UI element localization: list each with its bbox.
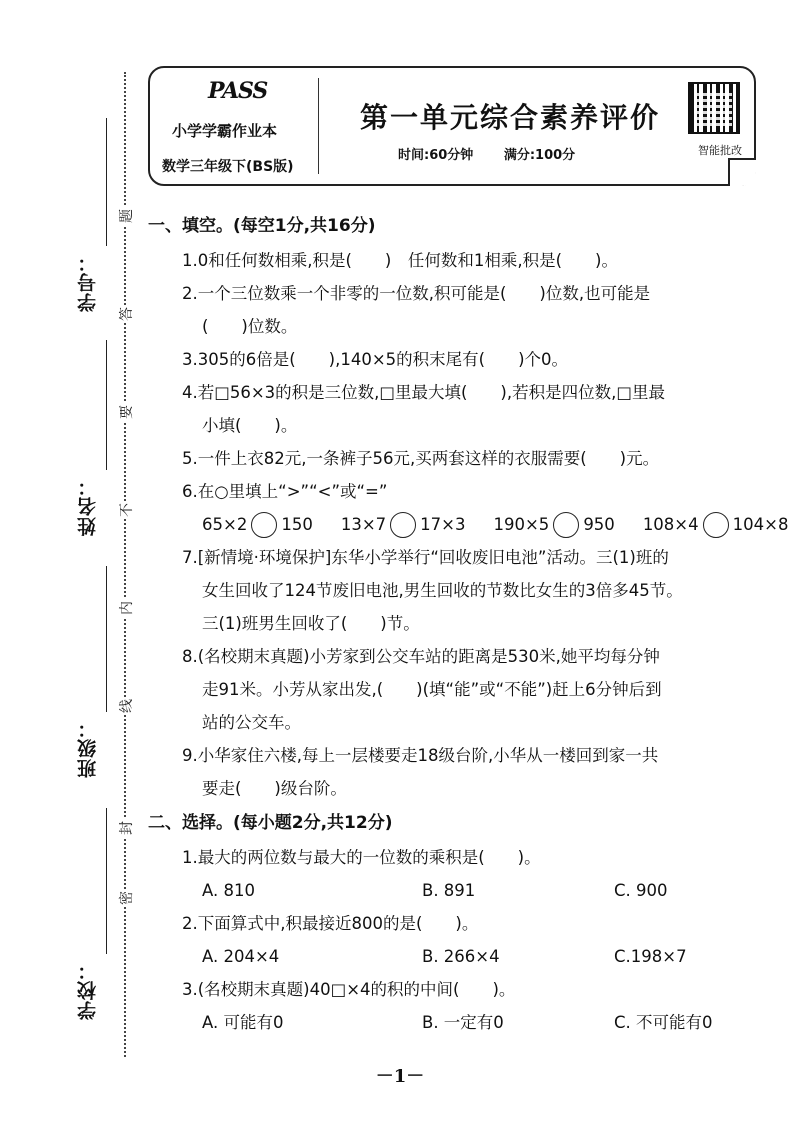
question-text: (名校期末真题)小芳家到公交车站的距离是530米,她平均每分钟 <box>197 647 660 666</box>
question-number: 2. <box>182 284 198 303</box>
section-title-fill: 一、填空。(每空1分,共16分) <box>148 216 376 236</box>
question-text: 一个三位数乘一个非零的一位数,积可能是( )位数,也可能是 <box>197 284 651 303</box>
question-4 <box>182 376 780 409</box>
question-number: 7. <box>182 548 198 567</box>
question-3 <box>182 343 780 376</box>
question-number: 8. <box>182 647 198 666</box>
question-5 <box>182 442 780 475</box>
compare-left: 190×5 <box>493 515 550 534</box>
school-line <box>106 808 107 954</box>
question-number: 2. <box>182 914 198 933</box>
seal-char: 不 <box>116 501 136 519</box>
question-number: 1. <box>182 848 198 867</box>
question-7-cont: 女生回收了124节废旧电池,男生回收的节数比女生的3倍多45节。 <box>202 581 683 600</box>
question-number: 1. <box>182 251 198 270</box>
choice-options-3 <box>182 1006 780 1039</box>
compare-row <box>182 508 789 541</box>
seal-char: 线 <box>116 697 136 715</box>
name-line <box>106 340 107 470</box>
option-b[interactable]: B. 266×4 <box>422 947 500 966</box>
series-name: 小学学霸作业本 <box>172 122 278 140</box>
seal-char: 密 <box>116 889 136 907</box>
exam-content <box>148 208 789 1039</box>
seal-char: 封 <box>116 819 136 837</box>
compare-circle[interactable] <box>553 512 579 538</box>
choice-question-1 <box>182 841 780 874</box>
option-b[interactable]: B. 891 <box>422 881 476 900</box>
question-text: 小华家住六楼,每上一层楼要走18级台阶,小华从一楼回到家一共 <box>197 746 659 765</box>
compare-circle[interactable] <box>251 512 277 538</box>
choice-question-3 <box>182 973 780 1006</box>
question-8-cont: 站的公交车。 <box>202 713 301 732</box>
question-7 <box>182 541 780 574</box>
compare-right: 104×8 <box>732 515 789 534</box>
question-2-cont: ( )位数。 <box>202 317 298 336</box>
option-a[interactable]: A. 810 <box>202 881 255 900</box>
question-text: 最大的两位数与最大的一位数的乘积是( )。 <box>197 848 541 867</box>
section-title-choice: 二、选择。(每小题2分,共12分) <box>148 813 393 833</box>
option-c[interactable]: C.198×7 <box>614 947 687 966</box>
compare-item <box>202 508 313 541</box>
compare-circle[interactable] <box>703 512 729 538</box>
seal-char: 内 <box>116 599 136 617</box>
name-label: 姓名： <box>77 476 99 536</box>
qr-caption: 智能批改 <box>698 144 742 157</box>
compare-right: 950 <box>583 515 615 534</box>
question-2 <box>182 277 780 310</box>
question-number: 6. <box>182 482 198 501</box>
brand-logo: PASS <box>208 78 268 104</box>
compare-circle[interactable] <box>390 512 416 538</box>
header-divider <box>318 78 319 174</box>
question-text: 一件上衣82元,一条裤子56元,买两套这样的衣服需要( )元。 <box>197 449 660 468</box>
question-1 <box>182 244 780 277</box>
question-text: 在○里填上“>”“<”或“=” <box>197 482 388 501</box>
choice-options-1 <box>182 874 780 907</box>
question-8-cont: 走91米。小芳从家出发,( )(填“能”或“不能”)赶上6分钟后到 <box>202 680 662 699</box>
page-title: 第一单元综合素养评价 <box>360 101 661 134</box>
grade-label: 数学三年级下(BS版) <box>162 159 294 175</box>
question-text: 0和任何数相乘,积是( ) 任何数和1相乘,积是( )。 <box>197 251 618 270</box>
question-text: 下面算式中,积最接近800的是( )。 <box>197 914 479 933</box>
option-c[interactable]: C. 900 <box>614 881 668 900</box>
question-4-cont: 小填( )。 <box>202 416 298 435</box>
question-text: 若□56×3的积是三位数,□里最大填( ),若积是四位数,□里最 <box>197 383 665 402</box>
page-number: －1－ <box>375 1066 425 1087</box>
school-label: 学校： <box>77 960 99 1020</box>
question-number: 9. <box>182 746 198 765</box>
question-text: 305的6倍是( ),140×5的积末尾有( )个0。 <box>197 350 569 369</box>
question-number: 4. <box>182 383 198 402</box>
option-b[interactable]: B. 一定有0 <box>422 1013 504 1032</box>
compare-left: 65×2 <box>202 515 248 534</box>
question-number: 3. <box>182 350 198 369</box>
exam-info <box>398 144 575 163</box>
choice-question-2 <box>182 907 780 940</box>
compare-left: 13×7 <box>340 515 387 534</box>
compare-item <box>493 508 614 541</box>
class-label: 班级： <box>77 718 99 778</box>
qr-code-icon[interactable] <box>688 82 740 134</box>
question-number: 5. <box>182 449 198 468</box>
student-id-line <box>106 118 107 246</box>
compare-item <box>341 508 466 541</box>
question-text: (名校期末真题)40□×4的积的中间( )。 <box>197 980 516 999</box>
question-text: [新情境·环境保护]东华小学举行“回收废旧电池”活动。三(1)班的 <box>197 548 669 567</box>
question-7-cont: 三(1)班男生回收了( )节。 <box>202 614 420 633</box>
compare-item <box>643 508 789 541</box>
question-number: 3. <box>182 980 198 999</box>
question-6 <box>182 475 780 508</box>
seal-char: 答 <box>116 305 136 323</box>
question-8 <box>182 640 780 673</box>
compare-right: 150 <box>281 515 313 534</box>
header-box <box>148 66 756 186</box>
page-fold-corner <box>728 158 756 186</box>
seal-char: 要 <box>116 403 136 421</box>
student-id-label: 学号： <box>77 252 99 312</box>
compare-right: 17×3 <box>420 515 466 534</box>
question-9 <box>182 739 780 772</box>
compare-left: 108×4 <box>642 515 699 534</box>
question-9-cont: 要走( )级台阶。 <box>202 779 347 798</box>
class-line <box>106 566 107 712</box>
option-a[interactable]: A. 可能有0 <box>202 1013 284 1032</box>
option-a[interactable]: A. 204×4 <box>202 947 280 966</box>
exam-score: 满分:100分 <box>503 148 576 163</box>
exam-time: 时间:60分钟 <box>398 148 474 163</box>
choice-options-2 <box>182 940 780 973</box>
option-c[interactable]: C. 不可能有0 <box>614 1013 713 1032</box>
seal-char: 题 <box>116 207 136 225</box>
